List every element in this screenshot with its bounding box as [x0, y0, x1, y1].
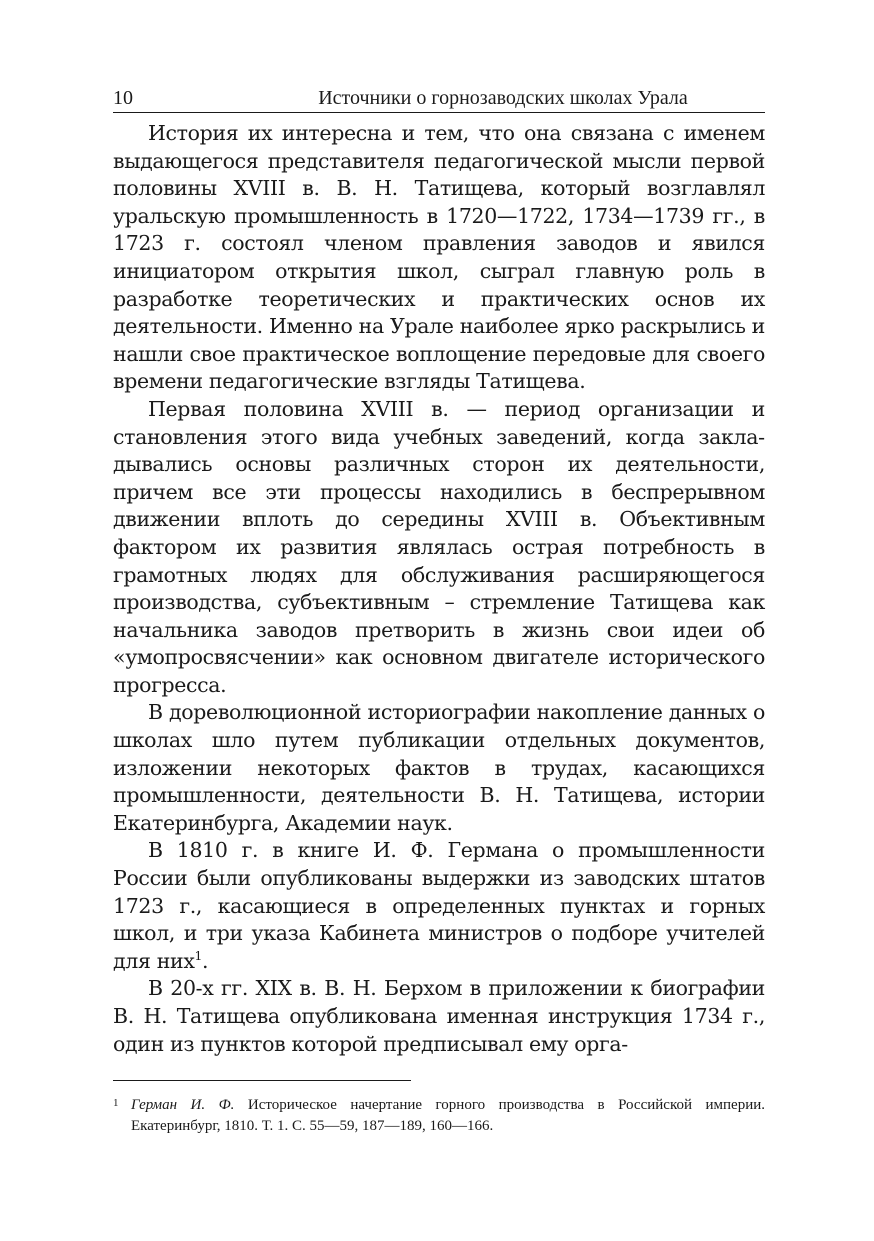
footnotes: [113, 1095, 765, 1137]
paragraph: [113, 975, 765, 1058]
footnote-text: Историческое начертание горного производства в Российской империи. Екатеринбург, 1810. Т. 1. С. 55—59, 187—189, 160—166.: [131, 1097, 766, 1134]
footnote-number: 1: [113, 1097, 119, 1109]
footnote-divider: [113, 1080, 411, 1081]
paragraph: В 1810 г. в книге И. Ф. Германа о промышленности России были опубликованы выдержки из заводских штатов 1723 г., касающиеся в определенных пунктах и горных школ, и три указа Кабинета министров о подборе учителей для них$^1$.: [113, 838, 765, 973]
footnote: [113, 1095, 765, 1137]
running-title: Источники о горнозаводских школах Урала: [318, 87, 688, 109]
paragraph: [113, 699, 765, 837]
paragraph-text: В 1810 г. в книге И. Ф. Германа о промышленности России были опубликованы выдержки из заводских штатов 1723 г., касающиеся в определенных пунктах и горных школ, и три указа Кабинета министров о подборе учителей для них: [113, 838, 765, 973]
paragraph-text: История их интересна и тем, что она связана с именем выдающегося представителя педагогической мысли первой половины XVIII в. В. Н. Татищева, который возглавлял уральскую промышленность в 1720—1722, 1734—1739 гг., в 1723 г. состоял членом правления заводов и явился инициатором открытия школ, сыграл главную роль в разработке теоретических и практических основ их деятельности. Именно на Урале наиболее ярко раскрылись и нашли свое практическое воплощение передовые для своего времени педагогические взгляды Татищева.: [113, 121, 765, 394]
paragraph-text: В 20-х гг. XIX в. В. Н. Берхом в приложении к биографии В. Н. Татищева опубликована именная инструкция 1734 г., один из пунктов которой предписывал ему орга-: [113, 976, 765, 1056]
footnote-reference[interactable]: 1: [194, 948, 203, 963]
page-number: 10: [113, 87, 133, 109]
paragraph-text: Первая половина XVIII в. — период организации и становления этого вида учебных заведений, когда закладывались основы различных сторон их деятельности, причем все эти процессы находились в беспрерывном движении вплоть до середины XVIII в. Объективным фактором их развития являлась острая потребность в грамотных людях для обслуживания расширяющегося производства, субъективным – стремление Татищева как начальника заводов претворить в жизнь свои идеи об «умопросвясчении» как основном двигателе исторического прогресса.: [113, 396, 765, 697]
running-header: [113, 86, 765, 113]
paragraph: [113, 120, 765, 396]
paragraph: [113, 396, 765, 700]
paragraph-text: В дореволюционной историографии накопление данных о школах шло путем публикации отдельных документов, изложении некоторых фактов в трудах, касающихся промышленности, деятельности В. Н. Татищева, истории Екатеринбурга, Академии наук.: [113, 700, 765, 835]
footnote-author: Герман И. Ф.: [131, 1097, 235, 1113]
body-text: [113, 120, 765, 1058]
